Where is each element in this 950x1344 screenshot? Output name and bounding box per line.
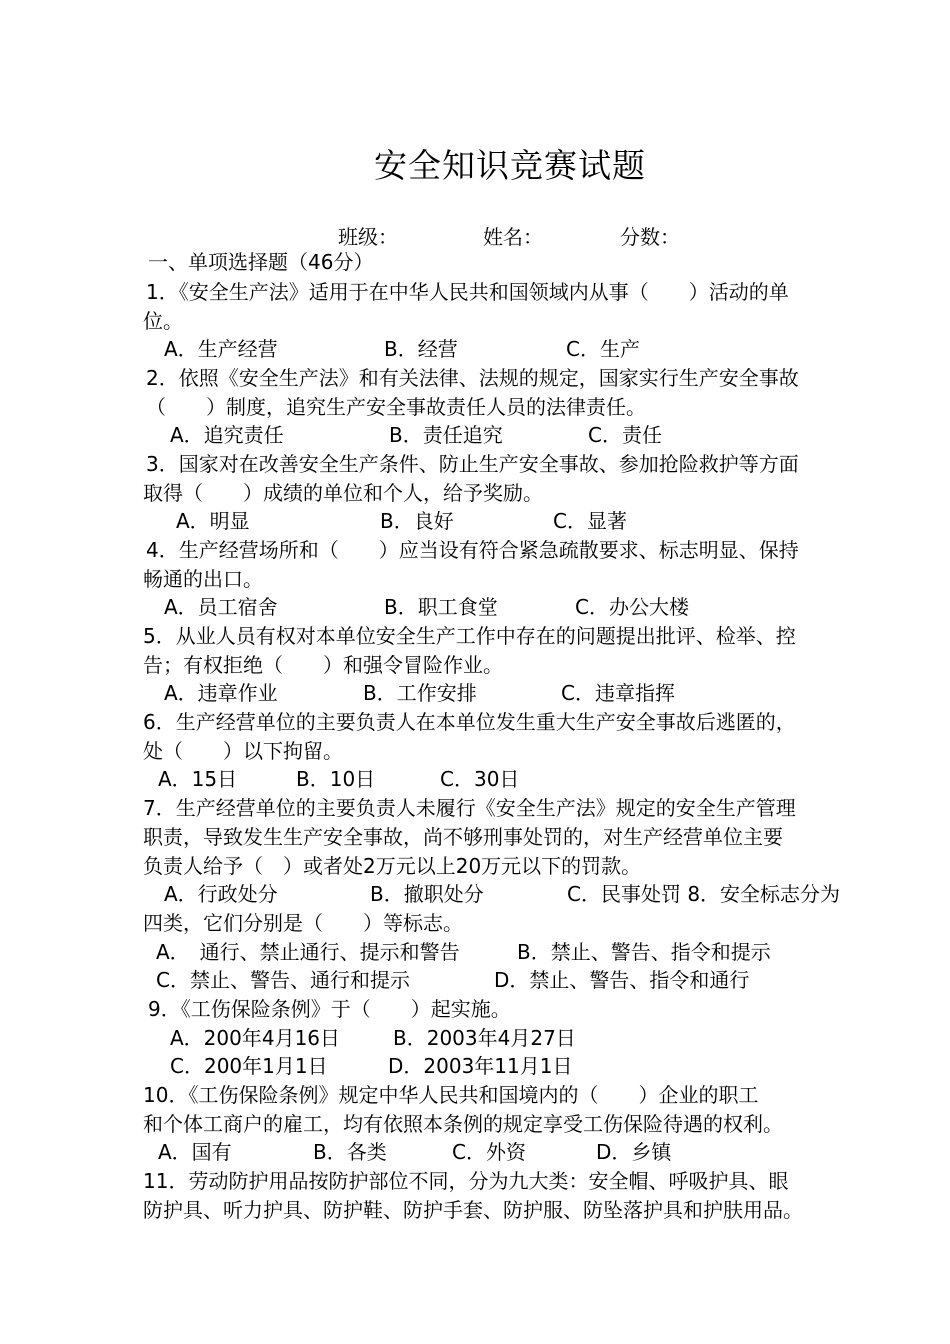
question-6-option-b: B．10日 [296,767,376,791]
question-11-line-1: 11．劳动防护用品按防护部位不同，分为九大类：安全帽、呼吸护具、眼 [143,1169,789,1193]
question-5-line-2: 告；有权拒绝（ ）和强令冒险作业。 [143,653,503,677]
question-8-option-d: D．禁止、警告、指令和通行 [494,968,750,992]
question-10-option-c: C．外资 [452,1140,526,1164]
question-7-line-1: 7．生产经营单位的主要负责人未履行《安全生产法》规定的安全生产管理 [143,796,796,820]
page-title: 安全知识竞赛试题 [374,146,646,185]
section-heading: 一、单项选择题（46分） [148,250,374,274]
question-1-option-c: C．生产 [566,337,640,361]
question-10-option-d: D．乡镇 [596,1140,672,1164]
question-9-option-b: B．2003年4月27日 [393,1026,576,1050]
question-7-option-b: B．撤职处分 [370,882,484,906]
question-4-option-c: C．办公大楼 [575,595,689,619]
question-2-line-1: 2．依照《安全生产法》和有关法律、法规的规定，国家实行生产安全事故 [146,366,799,390]
question-8-line-2: 四类，它们分别是（ ）等标志。 [143,911,463,935]
question-8-option-c: C．禁止、警告、通行和提示 [156,968,410,992]
question-2-option-c: C．责任 [588,423,662,447]
question-6-option-a: A．15日 [158,767,238,791]
question-4-option-b: B．职工食堂 [384,595,498,619]
question-10-option-b: B．各类 [313,1140,387,1164]
name-label: 姓名： [483,225,543,249]
question-5-option-a: A．违章作业 [164,681,278,705]
question-3-option-b: B．良好 [380,509,454,533]
question-9-option-a: A．200年4月16日 [170,1026,341,1050]
question-10-option-a: A．国有 [158,1140,232,1164]
question-3-option-a: A．明显 [176,509,250,533]
question-6-line-2: 处（ ）以下拘留。 [143,739,343,763]
question-6-line-1: 6．生产经营单位的主要负责人在本单位发生重大生产安全事故后逃匿的， [143,710,796,734]
question-4-line-1: 4．生产经营场所和（ ）应当设有符合紧急疏散要求、标志明显、保持 [146,538,799,562]
question-2-option-b: B．责任追究 [389,423,503,447]
question-5-option-b: B．工作安排 [363,681,477,705]
question-1-option-b: B．经营 [384,337,458,361]
question-7-line-3: 负责人给予（ ）或者处2万元以上20万元以下的罚款。 [143,854,642,878]
question-2-option-a: A．追究责任 [170,423,284,447]
question-7-option-c: C．民事处罚 8．安全标志分为 [567,882,841,906]
question-8-option-a: A． 通行、禁止通行、提示和警告 [156,940,460,964]
score-label: 分数： [620,225,680,249]
question-7-line-2: 职责，导致发生生产安全事故，尚不够刑事处罚的，对生产经营单位主要 [143,825,783,849]
question-6-option-c: C．30日 [440,767,520,791]
question-9-option-c: C．200年1月1日 [170,1054,328,1078]
question-4-option-a: A．员工宿舍 [164,595,278,619]
question-9-line-1: 9．《工伤保险条例》于（ ）起实施。 [148,997,511,1021]
question-7-option-a: A．行政处分 [164,882,278,906]
question-3-line-2: 取得（ ）成绩的单位和个人，给予奖励。 [143,481,543,505]
question-8-option-b: B．禁止、警告、指令和提示 [517,940,771,964]
question-5-line-1: 5．从业人员有权对本单位安全生产工作中存在的问题提出批评、检举、控 [143,624,796,648]
question-11-line-2: 防护具、听力护具、防护鞋、防护手套、防护服、防坠落护具和护肤用品。 [143,1198,803,1222]
question-1-line-1: 1．《安全生产法》适用于在中华人民共和国领域内从事（ ）活动的单 [146,280,789,304]
question-3-option-c: C．显著 [553,509,627,533]
question-10-line-1: 10．《工伤保险条例》规定中华人民共和国境内的（ ）企业的职工 [143,1083,759,1107]
class-label: 班级： [338,225,398,249]
question-3-line-1: 3．国家对在改善安全生产条件、防止生产安全事故、参加抢险救护等方面 [146,452,799,476]
question-5-option-c: C．违章指挥 [561,681,675,705]
question-9-option-d: D．2003年11月1日 [388,1054,573,1078]
question-4-line-2: 畅通的出口。 [143,567,263,591]
question-10-line-2: 和个体工商户的雇工，均有依照本条例的规定享受工伤保险待遇的权利。 [143,1112,783,1136]
question-2-line-2: （ ）制度，追究生产安全事故责任人员的法律责任。 [146,395,646,419]
question-1-option-a: A．生产经营 [164,337,278,361]
question-1-line-2: 位。 [143,309,183,333]
